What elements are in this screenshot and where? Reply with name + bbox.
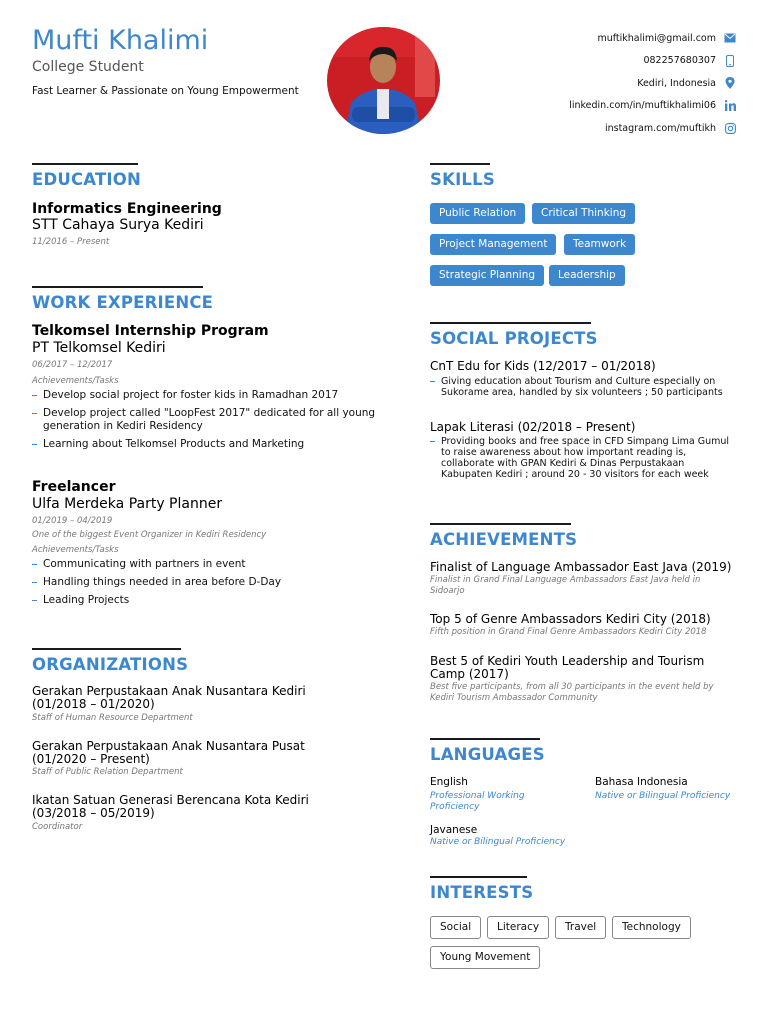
job-task-item: Communicating with partners in event <box>32 558 377 571</box>
resume-tagline: Fast Learner & Passionate on Young Empowerment <box>32 85 299 97</box>
language-level: Native or Bilingual Proficiency <box>430 837 566 847</box>
job-tasks-label: Achievements/Tasks <box>32 376 119 386</box>
organization-role: Coordinator <box>32 822 83 832</box>
education-heading: EDUCATION <box>32 170 141 189</box>
job-task-item: Learning about Telkomsel Products and Marketing <box>32 438 377 451</box>
section-divider <box>32 648 181 650</box>
social-project-name: CnT Edu for Kids (12/2017 – 01/2018) <box>430 359 656 373</box>
organizations-section <box>32 648 189 674</box>
languages-heading: LANGUAGES <box>430 745 545 764</box>
job-title: Telkomsel Internship Program <box>32 323 269 339</box>
contact-instagram[interactable] <box>516 117 736 140</box>
contact-location-text[interactable]: Kediri, Indonesia <box>637 77 716 89</box>
organization-name: Ikatan Satuan Generasi Berencana Kota Kediri (03/2018 – 05/2019) <box>32 793 309 820</box>
profile-photo <box>327 27 440 134</box>
language-name: English <box>430 776 468 788</box>
education-date: 11/2016 – Present <box>32 237 110 247</box>
education-school: STT Cahaya Surya Kediri <box>32 217 204 233</box>
instagram-icon <box>724 122 736 134</box>
contact-instagram-text[interactable]: instagram.com/muftikh <box>604 122 716 134</box>
social-project-desc: Giving education about Tourism and Culture especially on Sukorame area, handled by six volunteers ; 50 participants <box>430 376 736 398</box>
job-title: Freelancer <box>32 479 116 495</box>
education-degree: Informatics Engineering <box>32 201 222 217</box>
interest-tag: Travel <box>555 916 606 939</box>
achievement-name: Finalist of Language Ambassador East Java (2019) <box>430 560 732 574</box>
achievement-desc: Finalist in Grand Final Language Ambassadors East Java held in Sidoarjo <box>430 575 701 596</box>
email-icon <box>724 32 736 44</box>
location-icon <box>724 77 736 89</box>
languages-section <box>430 738 545 764</box>
skill-tag: Public Relation <box>430 203 525 224</box>
organizations-heading: ORGANIZATIONS <box>32 655 189 674</box>
interests-section <box>430 876 534 902</box>
job-tasks-label: Achievements/Tasks <box>32 545 119 555</box>
skill-tag: Leadership <box>549 265 625 286</box>
section-divider <box>430 876 527 878</box>
contact-list <box>516 27 736 140</box>
job-date: 01/2019 – 04/2019 <box>32 516 113 526</box>
skill-tag: Project Management <box>430 234 556 255</box>
organization-name: Gerakan Perpustakaan Anak Nusantara Kediri (01/2018 – 01/2020) <box>32 684 306 711</box>
achievement-name: Best 5 of Kediri Youth Leadership and Tourism Camp (2017) <box>430 654 705 681</box>
social-project-desc-list <box>430 376 736 398</box>
skill-tag: Critical Thinking <box>532 203 635 224</box>
work-experience-heading: WORK EXPERIENCE <box>32 293 214 312</box>
interest-tag: Technology <box>612 916 691 939</box>
education-section <box>32 163 141 189</box>
organization-role: Staff of Human Resource Department <box>32 713 193 723</box>
job-note: One of the biggest Event Organizer in Kediri Residency <box>32 530 267 540</box>
section-divider <box>430 163 490 165</box>
social-project-desc: Providing books and free space in CFD Simpang Lima Gumul to raise awareness about how important reading is, collaborate with GPAN Kediri & Dinas Perpustakaan Kabupaten Kediri ; around 20 - 30 visitors for each week <box>430 436 736 480</box>
achievements-heading: ACHIEVEMENTS <box>430 530 578 549</box>
interest-tag: Social <box>430 916 481 939</box>
job-task-list <box>32 389 377 456</box>
language-name: Bahasa Indonesia <box>595 776 688 788</box>
linkedin-icon <box>724 100 736 112</box>
achievements-section <box>430 523 578 549</box>
contact-linkedin-text[interactable]: linkedin.com/in/muftikhalimi06 <box>569 100 716 112</box>
social-projects-heading: SOCIAL PROJECTS <box>430 329 598 348</box>
job-task-list <box>32 558 377 612</box>
interest-tag: Young Movement <box>430 946 540 969</box>
achievement-name: Top 5 of Genre Ambassadors Kediri City (2018) <box>430 612 711 626</box>
job-task-item: Leading Projects <box>32 594 377 607</box>
section-divider <box>32 163 138 165</box>
section-divider <box>430 322 591 324</box>
resume-name: Mufti Khalimi <box>32 25 209 56</box>
job-date: 06/2017 – 12/2017 <box>32 360 113 370</box>
interest-tag: Literacy <box>487 916 549 939</box>
achievement-desc: Fifth position in Grand Final Genre Ambassadors Kediri City 2018 <box>430 627 707 637</box>
language-level: Native or Bilingual Proficiency <box>595 791 731 801</box>
contact-email-text[interactable]: muftikhalimi@gmail.com <box>597 32 716 44</box>
section-divider <box>32 286 203 288</box>
phone-icon <box>724 55 736 67</box>
contact-phone[interactable] <box>516 50 736 73</box>
skills-section <box>430 163 495 189</box>
section-divider <box>430 738 540 740</box>
organization-name: Gerakan Perpustakaan Anak Nusantara Pusat (01/2020 – Present) <box>32 739 305 766</box>
job-company: Ulfa Merdeka Party Planner <box>32 496 223 512</box>
contact-linkedin[interactable] <box>516 95 736 118</box>
social-project-name: Lapak Literasi (02/2018 – Present) <box>430 420 636 434</box>
skill-tag: Teamwork <box>564 234 635 255</box>
job-task-item: Develop project called "LoopFest 2017" dedicated for all young generation in Kediri Residency <box>32 407 377 433</box>
contact-phone-text[interactable]: 082257680307 <box>643 55 716 67</box>
organization-role: Staff of Public Relation Department <box>32 767 183 777</box>
skills-heading: SKILLS <box>430 170 495 189</box>
resume-role: College Student <box>32 59 144 75</box>
job-company: PT Telkomsel Kediri <box>32 340 166 356</box>
social-projects-section <box>430 322 598 348</box>
achievement-desc: Best five participants, from all 30 participants in the event held by Kediri Tourism Ambassador Community <box>430 682 714 703</box>
contact-location[interactable] <box>516 72 736 95</box>
section-divider <box>430 523 571 525</box>
work-experience-section <box>32 286 214 312</box>
job-task-item: Develop social project for foster kids in Ramadhan 2017 <box>32 389 377 402</box>
contact-email[interactable] <box>516 27 736 50</box>
profile-photo-image <box>327 27 440 134</box>
language-name: Javanese <box>430 824 478 836</box>
job-task-item: Handling things needed in area before D-Day <box>32 576 377 589</box>
skill-tag: Strategic Planning <box>430 265 544 286</box>
social-project-desc-list <box>430 436 736 480</box>
language-level: Professional Working Proficiency <box>430 791 525 812</box>
interests-heading: INTERESTS <box>430 883 534 902</box>
